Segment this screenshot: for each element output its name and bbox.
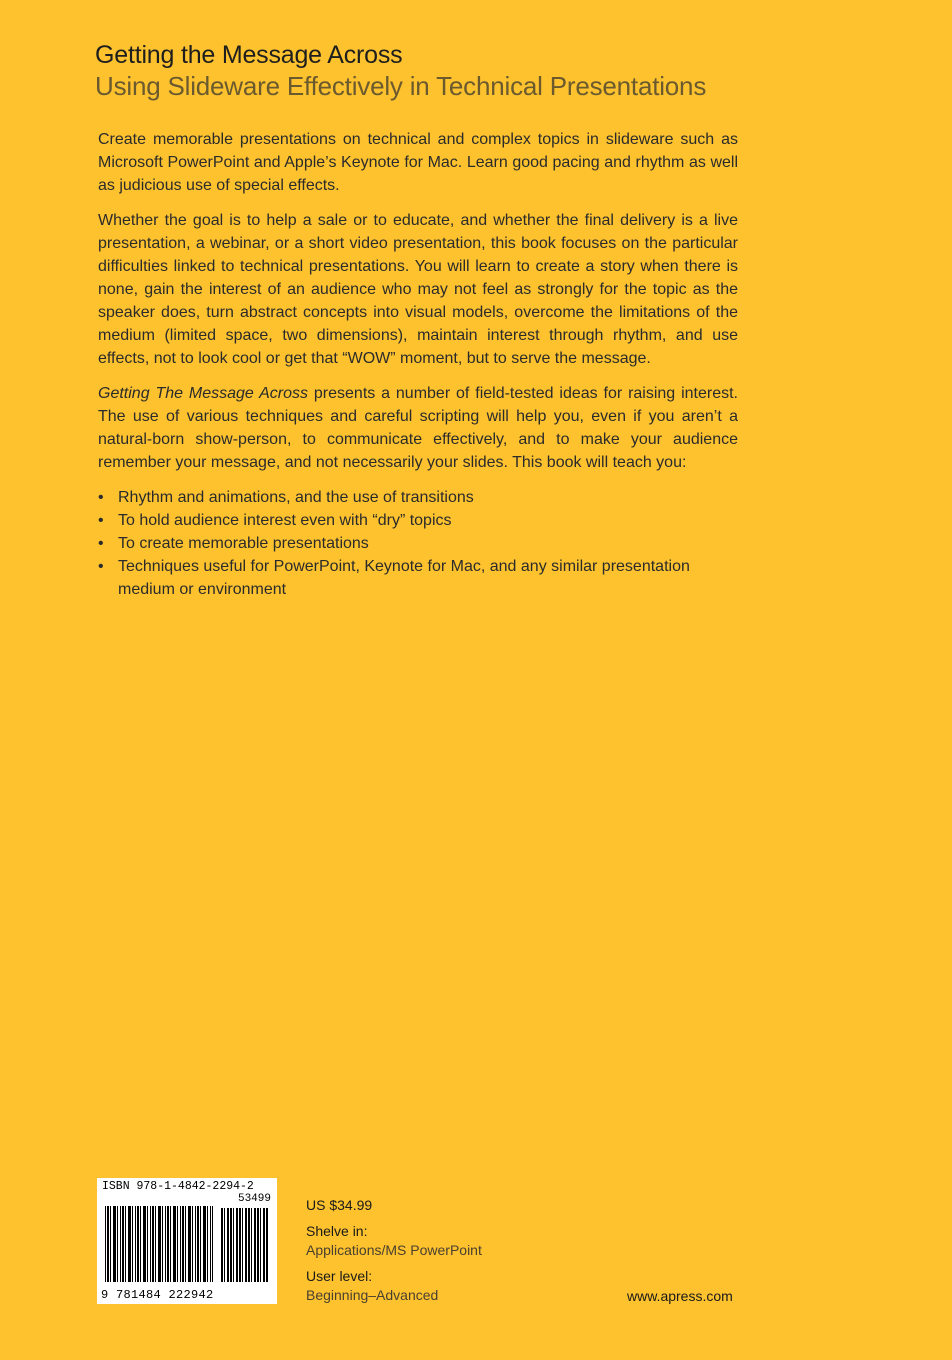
- book-title: Getting the Message Across: [95, 41, 403, 69]
- barcode-addon-bars-icon: [221, 1208, 269, 1282]
- shelve-label: Shelve in:: [306, 1223, 368, 1239]
- list-item-text: Rhythm and animations, and the use of transitions: [118, 489, 474, 506]
- blurb-paragraph-1: Create memorable presentations on technical and complex topics in slideware such as Microsoft PowerPoint and Apple’s Keynote for Mac. Learn good pacing and rhythm as well as judicious use of special effects.: [98, 131, 738, 194]
- user-level-value: Beginning–Advanced: [306, 1287, 439, 1303]
- publisher-website: www.apress.com: [627, 1288, 733, 1304]
- bullet-glyph: •: [98, 558, 104, 575]
- blurb-paragraph-2: Whether the goal is to help a sale or to educate, and whether the final delivery is a live presentation, a webinar, or a short video presentation, this book focuses on the particular difficulties linked to technical presentations. You will learn to create a story when there is none, gain the interest of an audience who may not feel as strongly for the topic as the speaker does, turn abstract concepts into visual models, overcome the limitations of the medium (limited space, two dimensions), maintain interest through rhythm, and use effects, not to look cool or get that “WOW” moment, but to serve the message.: [98, 212, 738, 367]
- list-item-text: To create memorable presentations: [118, 535, 369, 552]
- blurb-paragraph-3-rest: presents a number of field-tested ideas for raising interest. The use of various techniques and careful scripting will help you, even if you aren’t a natural-born show-person, to communicate effectively, and to make your audience remember your message, and not necessarily your slides. This book will teach you:: [98, 385, 738, 471]
- bullet-glyph: •: [98, 512, 104, 529]
- learning-list: [98, 486, 738, 601]
- blurb-paragraph-3: [98, 382, 738, 474]
- list-item-text: Techniques useful for PowerPoint, Keynote for Mac, and any similar presentation medium or environment: [118, 558, 690, 598]
- price: US $34.99: [306, 1197, 373, 1213]
- isbn-label: ISBN 978-1-4842-2294-2: [102, 1180, 254, 1193]
- shelve-value: Applications/MS PowerPoint: [306, 1242, 482, 1258]
- blurb: [98, 128, 738, 601]
- list-item: [98, 509, 738, 532]
- barcode-price-code: 53499: [237, 1193, 271, 1205]
- ean-digits: 9 781484 222942: [101, 1288, 214, 1302]
- list-item: [98, 486, 738, 509]
- book-meta: [306, 1196, 482, 1305]
- book-title-inline: Getting The Message Across: [98, 385, 309, 402]
- isbn-barcode: [97, 1178, 277, 1304]
- book-subtitle: Using Slideware Effectively in Technical Presentations: [95, 71, 707, 101]
- list-item: [98, 555, 738, 601]
- list-item: [98, 532, 738, 555]
- user-level-label: User level:: [306, 1268, 373, 1284]
- list-item-text: To hold audience interest even with “dry” topics: [118, 512, 452, 529]
- barcode-bars-icon: [105, 1206, 213, 1282]
- bullet-glyph: •: [98, 535, 104, 552]
- bullet-glyph: •: [98, 489, 104, 506]
